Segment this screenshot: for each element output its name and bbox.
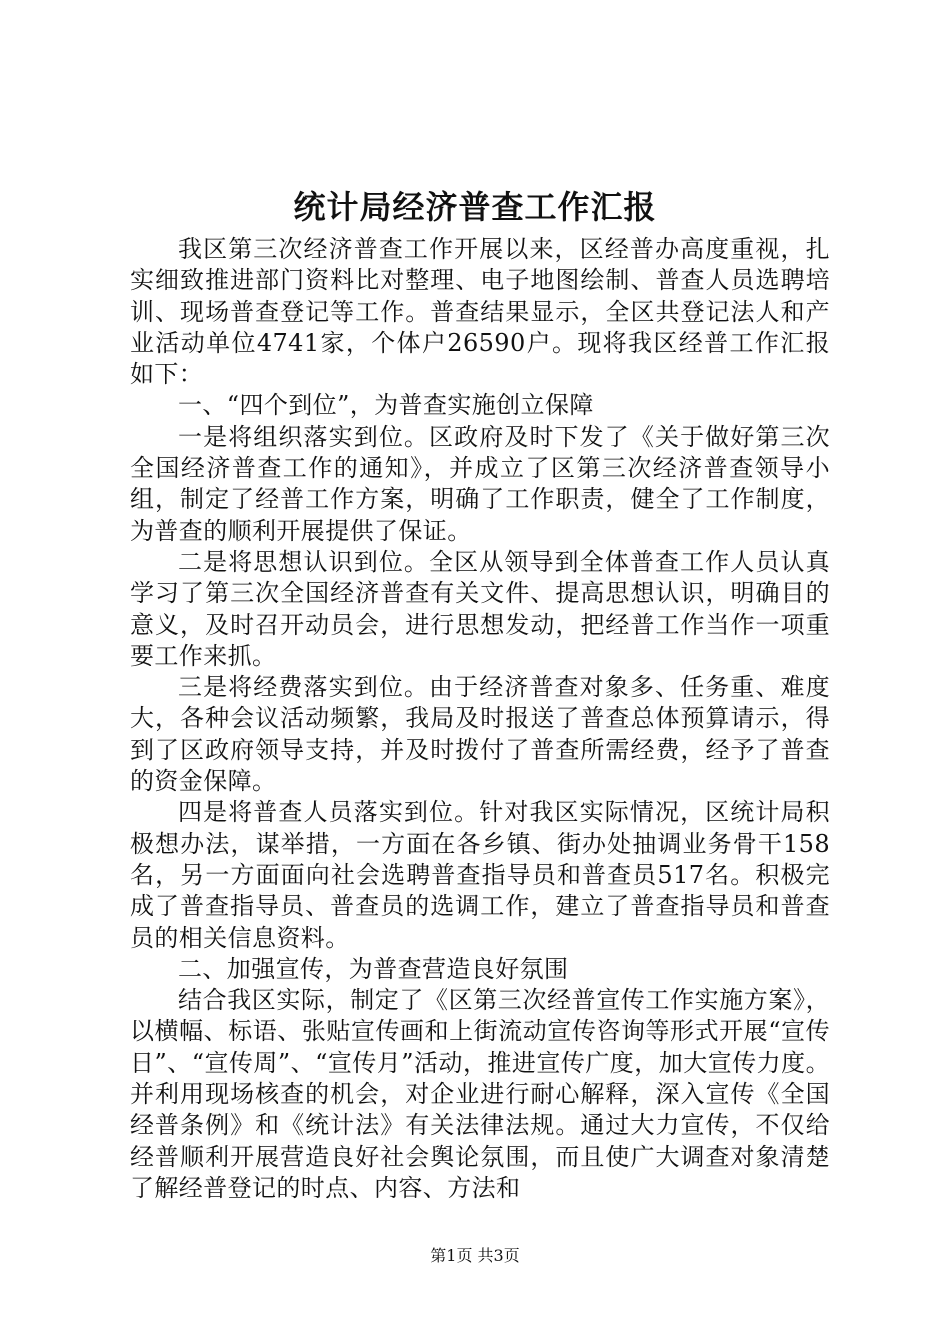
section-heading-1: 一、“四个到位”，为普查实施创立保障 bbox=[178, 391, 594, 420]
section-heading-2: 二、加强宣传，为普查营造良好氛围 bbox=[178, 954, 569, 983]
paragraph-publicity: 结合我区实际，制定了《区第三次经普宣传工作实施方案》，以横幅、标语、张贴宣传画和上街流动宣传咨询等形式开展“宣传日”、“宣传周”、“宣传月”活动，推进宣传广度，加大宣传力度。并利用现场核查的机会，对企业进行耐心解释，深入宣传《全国经普条例》和《统计法》有关法律法规。通过大力宣传，不仅给经普顺利开展营造良好社会舆论氛围，而且使广大调查对象清楚了解经普登记的时点、内容、方法和 bbox=[130, 986, 830, 1202]
paragraph-funding: 三是将经费落实到位。由于经济普查对象多、任务重、难度大，各种会议活动频繁，我局及时报送了普查总体预算请示，得到了区政府领导支持，并及时拨付了普查所需经费，经予了普查的资金保障。 bbox=[130, 673, 830, 796]
document-body bbox=[130, 234, 830, 1204]
document-title: 统计局经济普查工作汇报 bbox=[293, 188, 657, 226]
page-number-footer: 第1页 共3页 bbox=[430, 1246, 520, 1265]
paragraph-intro: 我区第三次经济普查工作开展以来，区经普办高度重视，扎实细致推进部门资料比对整理、电子地图绘制、普查人员选聘培训、现场普查登记等工作。普查结果显示，全区共登记法人和产业活动单位4741家，个体户26590户。现将我区经普工作汇报如下： bbox=[130, 235, 830, 389]
paragraph-personnel: 四是将普查人员落实到位。针对我区实际情况，区统计局积极想办法，谋举措，一方面在各乡镇、街办处抽调业务骨干158名，另一方面面向社会选聘普查指导员和普查员517名。积极完成了普查指导员、普查员的选调工作，建立了普查指导员和普查员的相关信息资料。 bbox=[130, 798, 830, 952]
paragraph-organization: 一是将组织落实到位。区政府及时下发了《关于做好第三次全国经济普查工作的通知》，并成立了区第三次经济普查领导小组，制定了经普工作方案，明确了工作职责，健全了工作制度，为普查的顺利开展提供了保证。 bbox=[130, 422, 830, 545]
paragraph-awareness: 二是将思想认识到位。全区从领导到全体普查工作人员认真学习了第三次全国经济普查有关文件、提高思想认识，明确目的意义，及时召开动员会，进行思想发动，把经普工作当作一项重要工作来抓。 bbox=[130, 547, 830, 670]
